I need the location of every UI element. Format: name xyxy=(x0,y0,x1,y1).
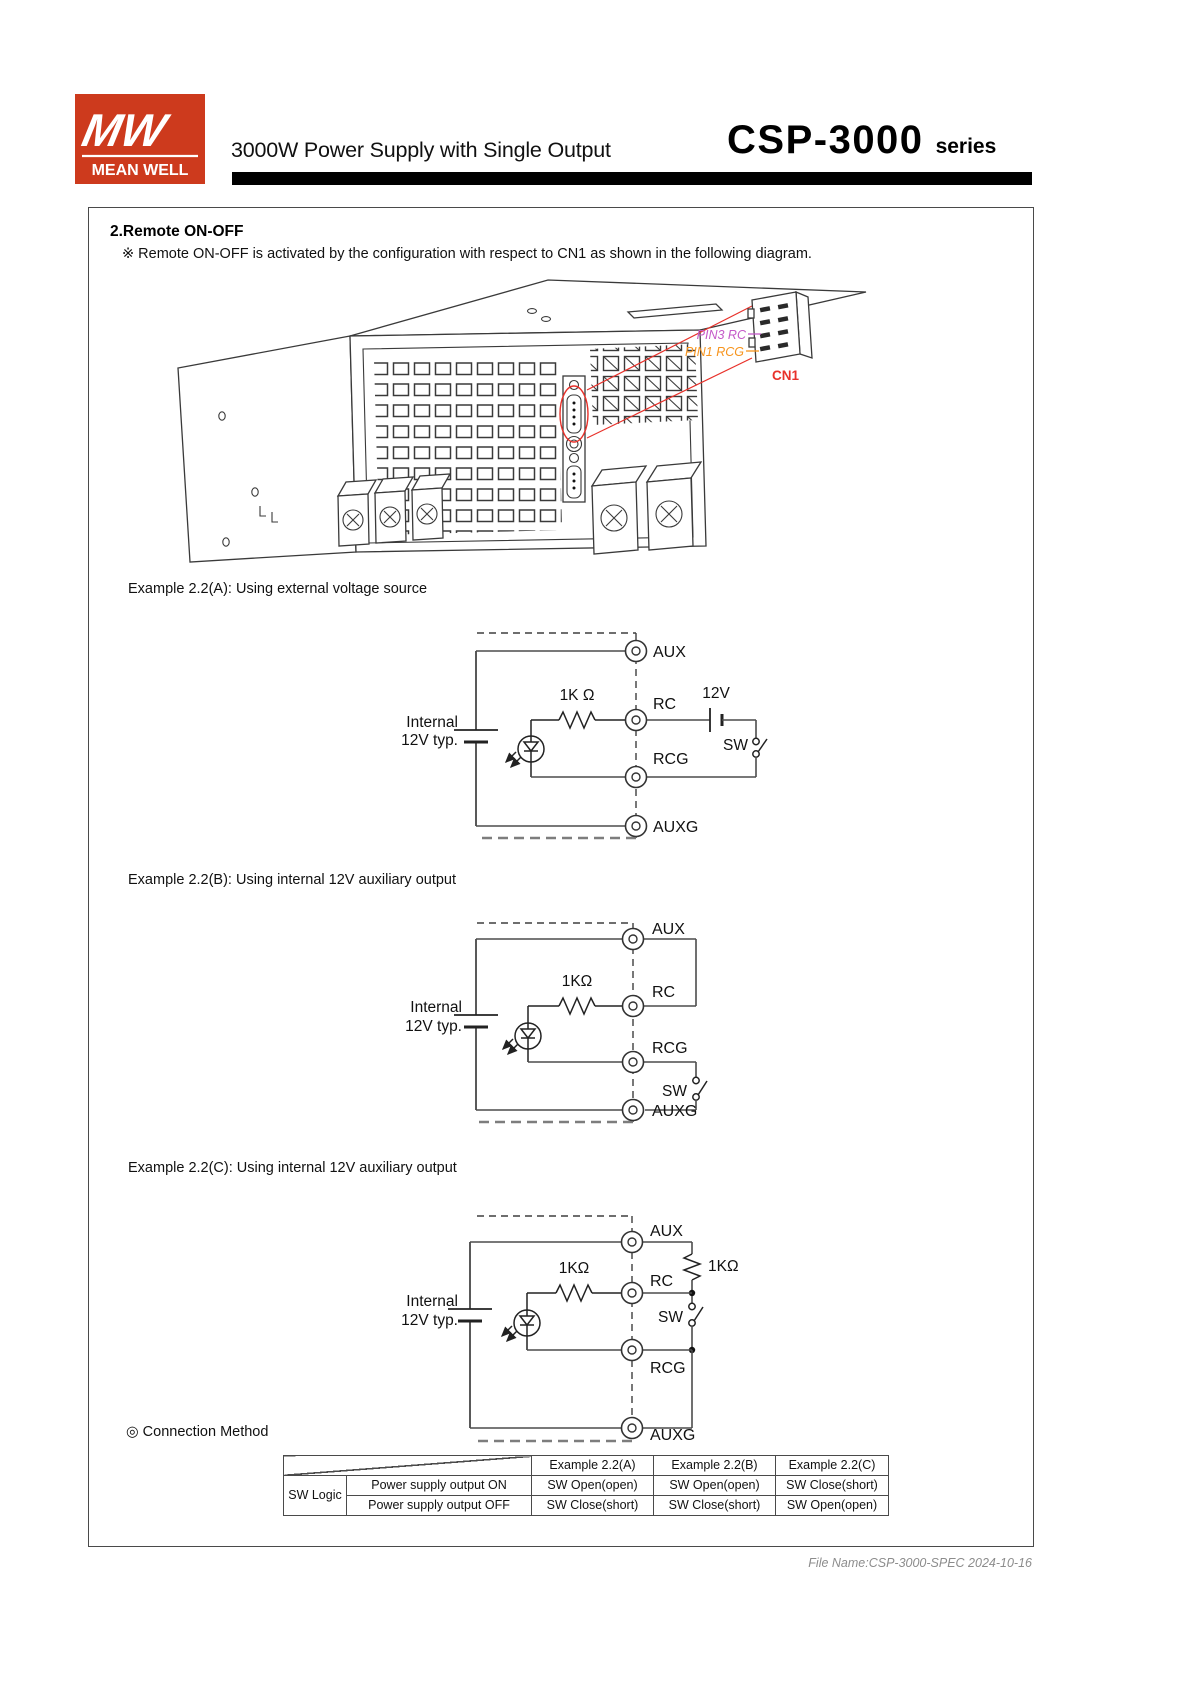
resistor-symbol xyxy=(527,1285,621,1301)
row-off-value-b: SW Close(short) xyxy=(654,1496,776,1516)
table-header-row xyxy=(284,1456,889,1476)
internal-label-line2: 12V typ. xyxy=(401,732,458,749)
section-note: ※ Remote ON-OFF is activated by the configuration with respect to CN1 as shown in the following diagram. xyxy=(122,246,812,262)
example-c-title: Example 2.2(C): Using internal 12V auxiliary output xyxy=(128,1160,457,1176)
series-name: CSP-3000 xyxy=(727,118,924,162)
terminal-aux-label: AUX xyxy=(653,644,686,661)
logo-monogram: MW xyxy=(77,104,171,156)
terminal-rc xyxy=(626,710,647,731)
psu-input-terminal-blocks xyxy=(338,474,450,546)
terminal-auxg-label: AUXG xyxy=(650,1427,696,1444)
internal-label-line1: Internal xyxy=(406,714,458,731)
terminal-aux-label: AUX xyxy=(650,1223,683,1240)
row-on-label: Power supply output ON xyxy=(347,1476,532,1496)
terminal-aux-label: AUX xyxy=(652,921,685,938)
circuit-example-a xyxy=(360,590,810,850)
terminal-rc xyxy=(622,1283,643,1304)
terminal-rc-label: RC xyxy=(652,984,676,1001)
series-suffix: series xyxy=(935,134,997,158)
terminal-rcg-label: RCG xyxy=(650,1360,686,1377)
led-symbol xyxy=(506,720,544,777)
row-on-value-c: SW Close(short) xyxy=(776,1476,889,1496)
terminal-auxg xyxy=(626,816,647,837)
internal-battery-symbol xyxy=(454,651,498,826)
resistor-label: 1KΩ xyxy=(561,973,593,990)
pullup-to-rc-wire xyxy=(643,1293,692,1303)
pullup-resistor-label: 1KΩ xyxy=(708,1258,739,1275)
table-row-off xyxy=(284,1496,889,1516)
switch-label: SW xyxy=(658,1309,683,1326)
cn1-label: CN1 xyxy=(772,368,800,383)
table-col-header-c: Example 2.2(C) xyxy=(776,1456,889,1476)
logo-brand-text: MEAN WELL xyxy=(91,162,189,179)
terminal-rc-label: RC xyxy=(653,696,677,713)
row-off-value-c: SW Open(open) xyxy=(776,1496,889,1516)
terminal-rcg xyxy=(626,767,647,788)
terminal-rcg-label: RCG xyxy=(652,1040,688,1057)
led-symbol xyxy=(503,1006,541,1062)
resistor-label: 1K Ω xyxy=(559,687,595,704)
internal-label-line1: Internal xyxy=(406,1293,458,1310)
connection-method-heading: ◎ Connection Method xyxy=(126,1424,269,1440)
circuit-example-b xyxy=(360,850,810,1135)
terminal-rc-label: RC xyxy=(650,1273,674,1290)
table-row-on xyxy=(284,1476,889,1496)
table-group-label: SW Logic xyxy=(284,1476,347,1516)
terminal-auxg-label: AUXG xyxy=(653,819,699,836)
row-on-value-a: SW Open(open) xyxy=(532,1476,654,1496)
resistor-symbol xyxy=(531,712,625,728)
resistor-symbol xyxy=(528,998,622,1014)
terminal-rcg-label: RCG xyxy=(653,751,689,768)
internal-battery-symbol xyxy=(448,1242,492,1428)
psu-connector-strip xyxy=(560,376,588,502)
product-subtitle: 3000W Power Supply with Single Output xyxy=(231,138,611,162)
switch-label: SW xyxy=(662,1083,687,1100)
table-corner-cell xyxy=(284,1456,532,1476)
terminal-aux xyxy=(626,641,647,662)
terminal-auxg-label: AUXG xyxy=(652,1103,698,1120)
file-name-footer: File Name:CSP-3000-SPEC 2024-10-16 xyxy=(808,1556,1032,1570)
rcg-to-sw-wire xyxy=(644,1062,696,1077)
row-off-label: Power supply output OFF xyxy=(347,1496,532,1516)
connection-method-table xyxy=(283,1455,889,1516)
aux-to-pullup-wire xyxy=(643,1242,692,1254)
section-title: 2.Remote ON-OFF xyxy=(110,223,244,240)
internal-label-line2: 12V typ. xyxy=(401,1312,458,1329)
internal-label-line2: 12V typ. xyxy=(405,1018,462,1035)
pin3-rc-label: PIN3 RC xyxy=(696,328,746,342)
resistor-label: 1KΩ xyxy=(558,1260,590,1277)
row-off-value-a: SW Close(short) xyxy=(532,1496,654,1516)
terminal-rcg xyxy=(622,1340,643,1361)
table-col-header-b: Example 2.2(B) xyxy=(654,1456,776,1476)
header-rule xyxy=(232,172,1032,185)
circuit-example-c xyxy=(360,1128,810,1450)
terminal-aux xyxy=(623,929,644,950)
terminal-rcg xyxy=(623,1052,644,1073)
terminal-auxg xyxy=(623,1100,644,1121)
terminal-rc xyxy=(623,996,644,1017)
terminal-auxg xyxy=(622,1418,643,1439)
example-b-title: Example 2.2(B): Using internal 12V auxiliary output xyxy=(128,872,457,888)
terminal-aux xyxy=(622,1232,643,1253)
internal-label-line1: Internal xyxy=(410,999,462,1016)
switch-label: SW xyxy=(723,737,748,754)
external-battery-label: 12V xyxy=(702,685,730,702)
meanwell-logo xyxy=(75,94,205,184)
pin1-rcg-label: PIN1 RCG xyxy=(684,345,744,359)
series-title xyxy=(727,120,996,160)
example-a-title: Example 2.2(A): Using external voltage source xyxy=(128,581,428,597)
led-symbol xyxy=(502,1293,540,1350)
table-col-header-a: Example 2.2(A) xyxy=(532,1456,654,1476)
pullup-resistor-symbol xyxy=(684,1254,700,1290)
switch-symbol xyxy=(689,1303,703,1347)
row-on-value-b: SW Open(open) xyxy=(654,1476,776,1496)
psu-rear-panel-drawing xyxy=(160,254,870,564)
